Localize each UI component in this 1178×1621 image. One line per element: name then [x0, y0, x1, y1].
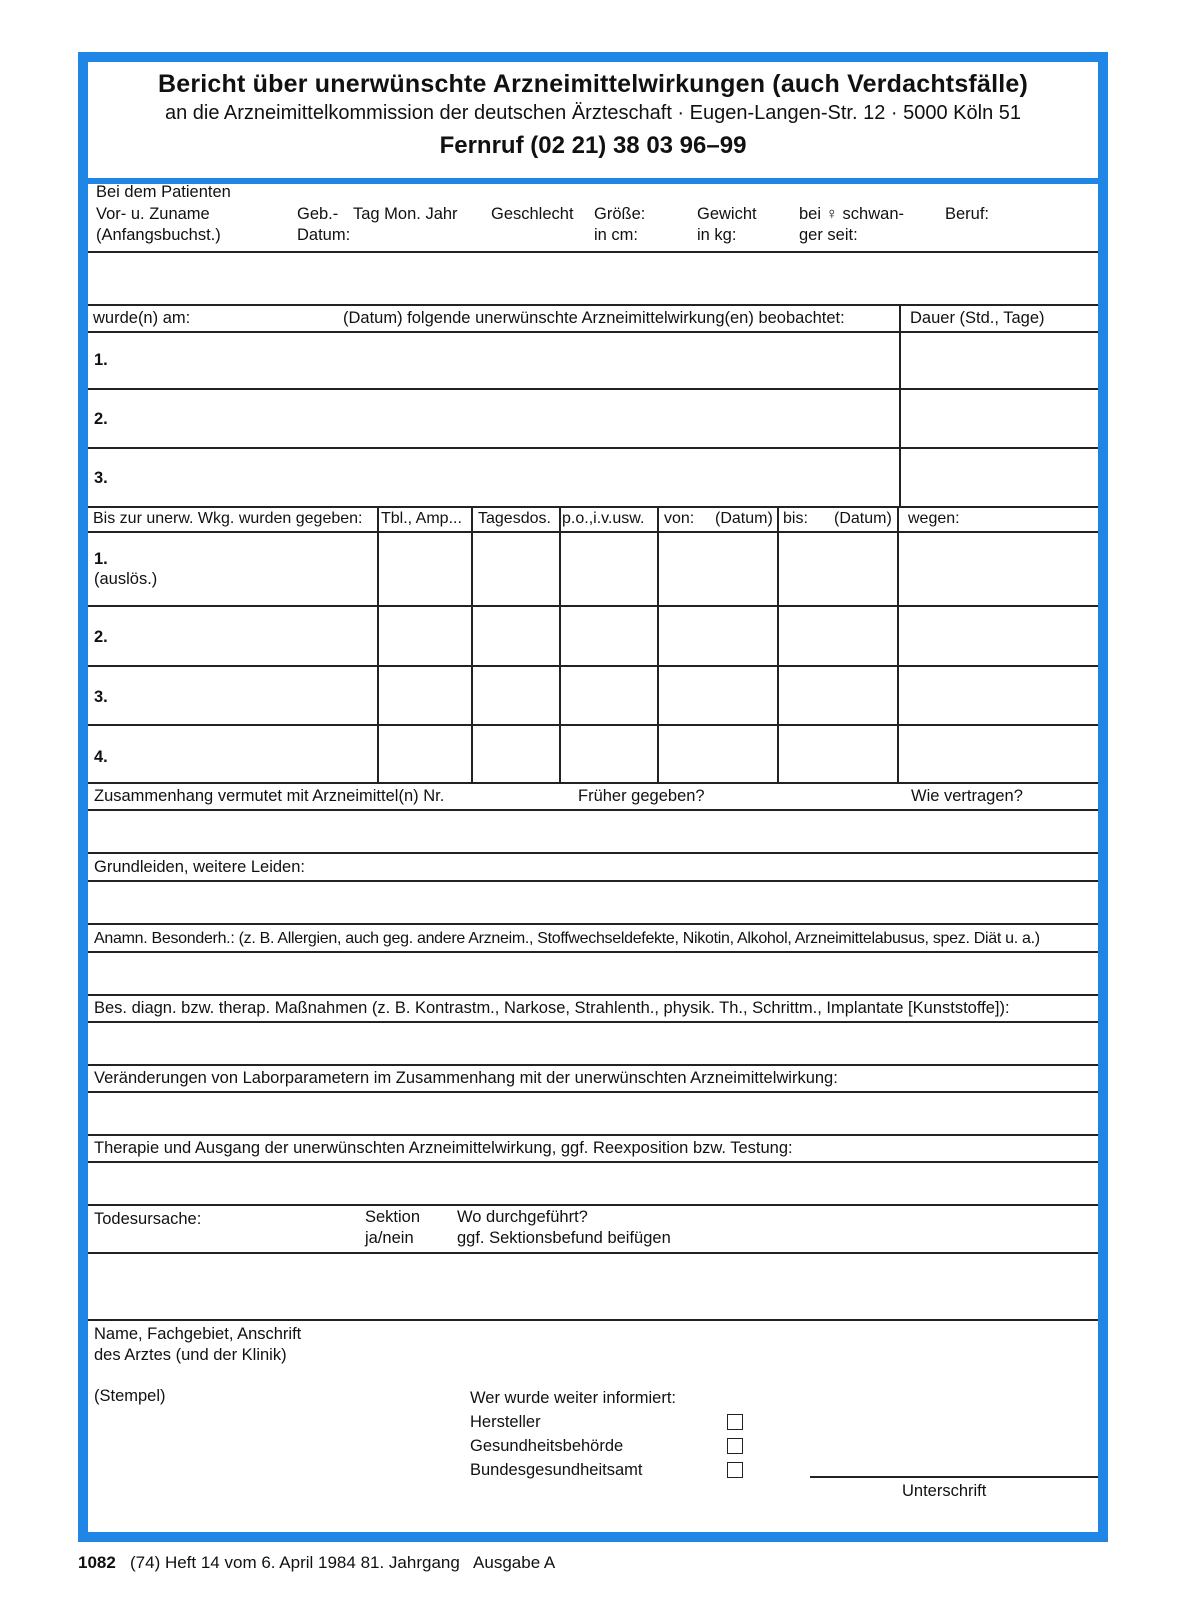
birthdate-sub-label: Datum:: [297, 226, 351, 244]
weight-unit-label: in kg:: [697, 226, 737, 244]
cause-of-death-label: Todesursache:: [94, 1210, 202, 1228]
day-month-year-label: Tag Mon. Jahr: [353, 205, 458, 223]
drugs-col-divider: [657, 506, 659, 782]
drugs-col-divider: [777, 506, 779, 782]
page-number: 1082: [78, 1553, 116, 1572]
drugs-col-divider: [377, 506, 379, 782]
autopsy-findings-label: ggf. Sektionsbefund beifügen: [457, 1229, 671, 1247]
informed-option-manufacturer: Hersteller: [470, 1413, 541, 1431]
tolerated-label: Wie vertragen?: [911, 787, 1023, 805]
health-authority-checkbox[interactable]: [727, 1438, 743, 1454]
birthdate-label: Geb.-: [297, 205, 339, 223]
drugs-row-line: [88, 724, 1098, 726]
informed-option-health-authority: Gesundheitsbehörde: [470, 1437, 624, 1455]
issue-info: (74) Heft 14 vom 6. April 1984 81. Jahrgang Ausgabe A: [130, 1553, 556, 1572]
drugs-header: Bis zur unerw. Wkg. wurden gegeben:: [93, 510, 363, 527]
relation-top-line: [88, 782, 1098, 784]
effect-row-1-field[interactable]: [110, 333, 895, 387]
effect-row-1-number: 1.: [94, 351, 108, 369]
name-label: Vor- u. Zuname: [96, 205, 210, 223]
underlying-disease-label: Grundleiden, weitere Leiden:: [94, 858, 305, 876]
autopsy-where-label: Wo durchgeführt?: [457, 1208, 588, 1226]
autopsy-yes-no-label: ja/nein: [365, 1229, 414, 1247]
doctor-name-label: Name, Fachgebiet, Anschrift: [94, 1325, 302, 1343]
signature-line: [810, 1476, 1098, 1478]
therapy-field[interactable]: [88, 1163, 1098, 1203]
height-label: Größe:: [594, 205, 646, 223]
pregnant-label: bei ♀ schwan-: [799, 205, 905, 223]
col-to-date: (Datum): [834, 510, 892, 527]
relation-entry-field[interactable]: [88, 811, 1098, 851]
anamnesis-label: Anamn. Besonderh.: (z. B. Allergien, auch geg. andere Arzneim., Stoffwechseldefekte, Nikotin, Alkohol, Arzneimittelabusus, spez. Diät u. a.): [94, 930, 1040, 947]
signature-label: Unterschrift: [902, 1482, 987, 1500]
cause-of-death-field[interactable]: [88, 1254, 1098, 1318]
effects-top-line: [88, 304, 1098, 306]
sex-label: Geschlecht: [491, 205, 574, 223]
drugs-row-line: [88, 605, 1098, 607]
effects-date-label: wurde(n) am:: [93, 309, 191, 327]
effects-duration-divider: [899, 304, 901, 506]
stamp-label: (Stempel): [94, 1387, 166, 1405]
given-before-label: Früher gegeben?: [578, 787, 705, 805]
drug-row-2-number: 2.: [94, 628, 108, 646]
section-line: [88, 1064, 1098, 1066]
section-line: [88, 994, 1098, 996]
col-from-date: (Datum): [715, 510, 773, 527]
form-header: [88, 62, 1098, 184]
col-application: p.o.,i.v.usw.: [562, 510, 645, 527]
form-address: an die Arzneimittelkommission der deutschen Ärzteschaft · Eugen-Langen-Str. 12 · 5000 Köln 51: [164, 102, 1022, 124]
col-to: bis:: [783, 510, 808, 527]
effects-observed-label: (Datum) folgende unerwünschte Arzneimittelwirkung(en) beobachtet:: [343, 309, 845, 327]
therapy-label: Therapie und Ausgang der unerwünschten Arzneimittelwirkung, ggf. Reexposition bzw. Testung:: [94, 1139, 793, 1157]
federal-office-checkbox[interactable]: [727, 1462, 743, 1478]
doctor-address-label: des Arztes (und der Klinik): [94, 1346, 287, 1364]
effect-row-2-number: 2.: [94, 410, 108, 428]
section-line: [88, 1204, 1098, 1206]
patient-entry-field[interactable]: [88, 253, 1098, 303]
drugs-col-divider: [471, 506, 473, 782]
profession-label: Beruf:: [945, 205, 990, 223]
drugs-col-divider: [559, 506, 561, 782]
col-reason: wegen:: [908, 510, 960, 527]
section-line: [88, 852, 1098, 854]
manufacturer-checkbox[interactable]: [727, 1414, 743, 1430]
weight-label: Gewicht: [697, 205, 757, 223]
diagnostic-measures-label: Bes. diagn. bzw. therap. Maßnahmen (z. B. Kontrastm., Narkose, Strahlenth., physik. Th., Schrittm., Implantate [Kunststoffe]):: [94, 999, 1010, 1017]
effect-row-2-field[interactable]: [110, 390, 895, 446]
effect-row-3-number: 3.: [94, 469, 108, 487]
drug-row-4-number: 4.: [94, 748, 108, 766]
drug-row-1-trigger-label: (auslös.): [94, 570, 158, 588]
anamnesis-field[interactable]: [88, 953, 1098, 993]
autopsy-label: Sektion: [365, 1208, 421, 1226]
height-unit-label: in cm:: [594, 226, 639, 244]
section-line: [88, 1134, 1098, 1136]
col-from: von:: [664, 510, 695, 527]
effects-duration-label: Dauer (Std., Tage): [910, 309, 1045, 327]
pregnant-sub-label: ger seit:: [799, 226, 858, 244]
doctor-top-line: [88, 1319, 1098, 1321]
form-title: Bericht über unerwünschte Arzneimittelwirkungen (auch Verdachtsfälle): [157, 70, 1028, 98]
drugs-header-line: [88, 531, 1098, 533]
lab-parameters-field[interactable]: [88, 1093, 1098, 1133]
informed-label: Wer wurde weiter informiert:: [470, 1389, 677, 1407]
effect-row-3-field[interactable]: [110, 449, 895, 504]
drug-row-1-number: 1.: [94, 550, 108, 568]
col-tbl: Tbl., Amp...: [381, 510, 462, 527]
page-footer: [78, 1553, 555, 1573]
name-sub-label: (Anfangsbuchst.): [96, 226, 221, 244]
diagnostic-measures-field[interactable]: [88, 1023, 1098, 1063]
relation-label: Zusammenhang vermutet mit Arzneimittel(n) Nr.: [94, 787, 445, 805]
form-phone: Fernruf (02 21) 38 03 96–99: [439, 132, 747, 159]
drugs-col-divider: [897, 506, 899, 782]
section-line: [88, 923, 1098, 925]
drug-row-3-number: 3.: [94, 688, 108, 706]
underlying-disease-field[interactable]: [88, 882, 1098, 922]
col-tagesdos: Tagesdos.: [478, 510, 551, 527]
informed-option-federal-office: Bundesgesundheitsamt: [470, 1461, 643, 1479]
drugs-row-line: [88, 665, 1098, 667]
lab-parameters-label: Veränderungen von Laborparametern im Zusammenhang mit der unerwünschten Arzneimittelwirkung:: [94, 1069, 838, 1087]
patient-intro: Bei dem Patienten: [96, 183, 231, 201]
